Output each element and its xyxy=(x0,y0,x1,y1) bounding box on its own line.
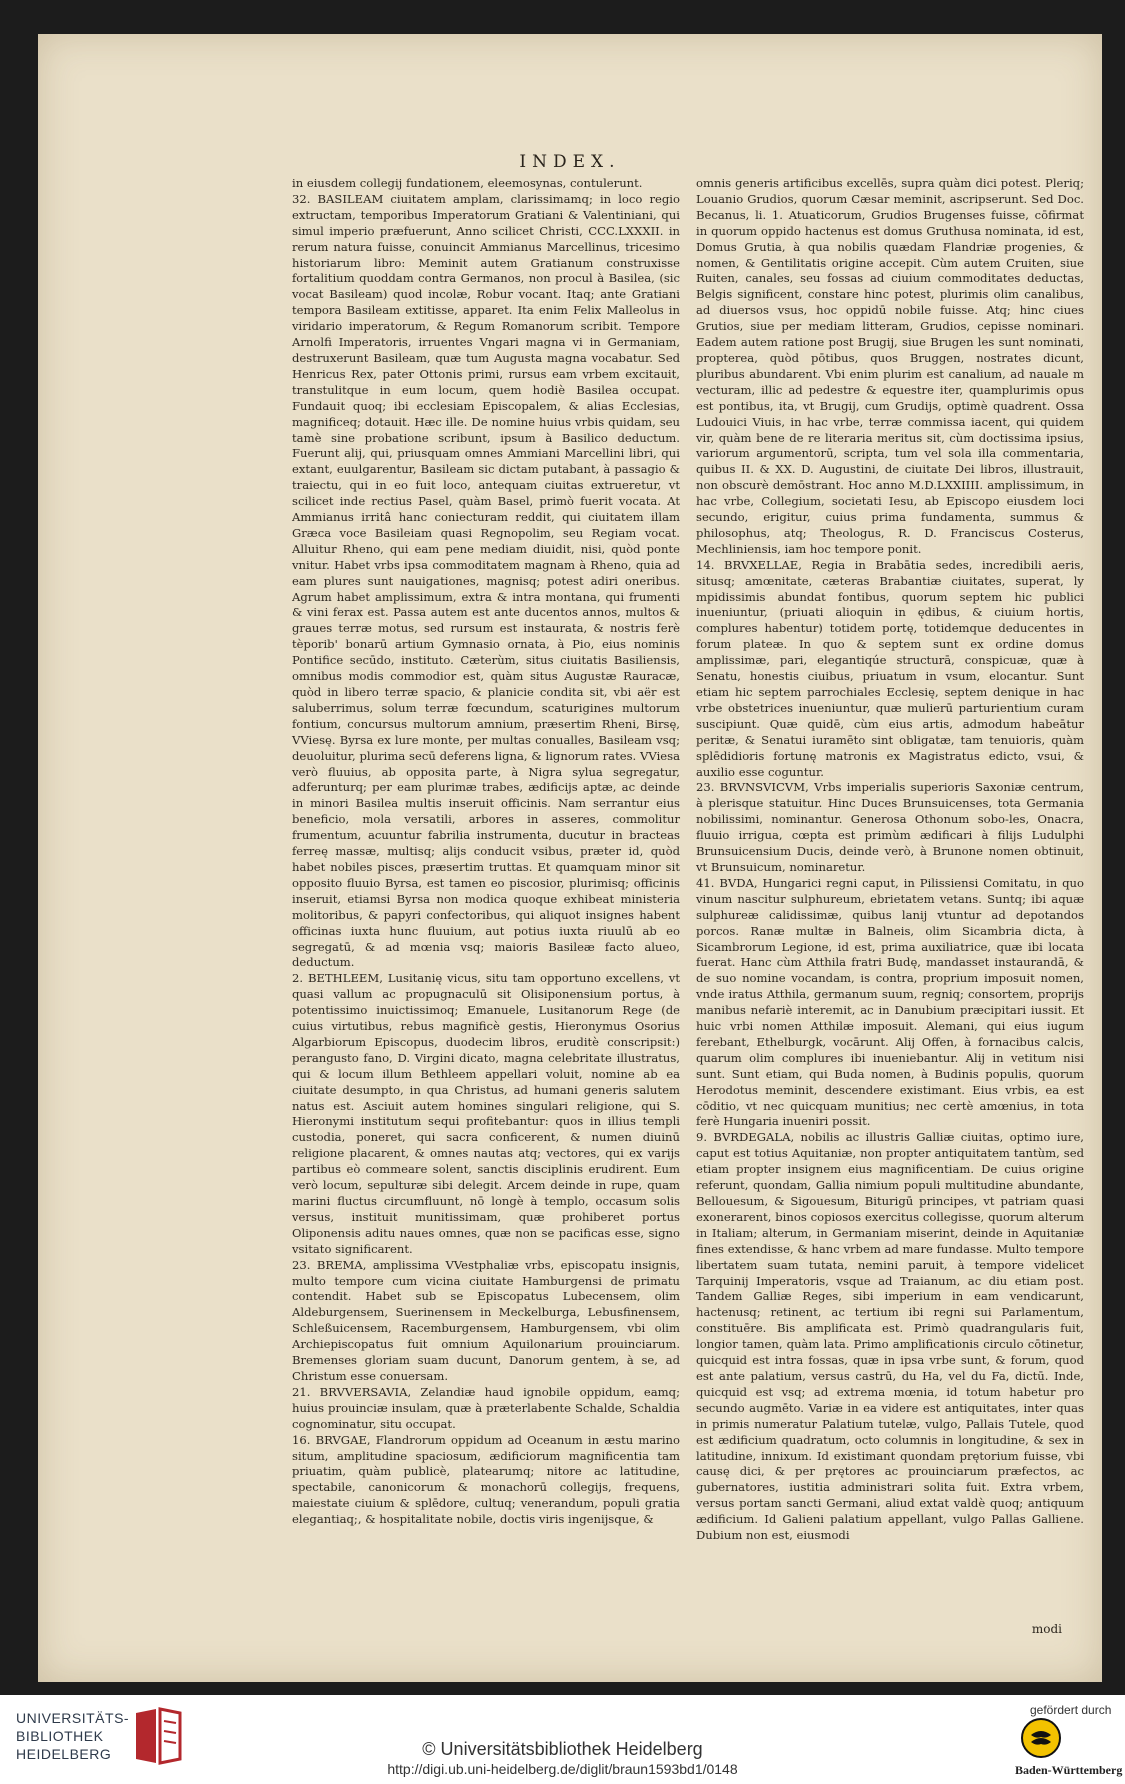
library-name-line: BIBLIOTHEK xyxy=(16,1728,104,1744)
footer xyxy=(0,1695,1125,1784)
left-paragraph: 21. BRVVERSAVIA, Zelandiæ haud ignobile oppidum, eamq; huius prouinciæ insulam, quæ à præterlabente Schalde, Schaldia cognominatur, situ occupat. xyxy=(292,1384,680,1431)
copyright-notice: © Universitätsbibliothek Heidelberg xyxy=(422,1739,703,1759)
library-name-line: UNIVERSITÄTS- xyxy=(16,1710,130,1726)
left-paragraph: 16. BRVGAE, Flandrorum oppidum ad Oceanum in æstu marino situm, amplitudine spaciosum, ædificiorum magnificentia tam priuatim, quàm publicè, platearumq; nitore ac latitudine, spectabile, canonicorum & monachorū collegijs, frequens, maiestate ciuium & splēdore, cultuq; venerandum, populi gratia elegantiaq;, & hospitalitate nobile, doctis viris ingenijsque, & xyxy=(292,1432,680,1527)
funded-by-label: gefördert durch xyxy=(1030,1703,1112,1717)
right-paragraph: 23. BRVNSVICVM, Vrbs imperialis superioris Saxoniæ centrum, à plerisque statuitur. Hinc Duces Brunsuicenses, tota Germania nobilissimi, nominantur. Generosa Othonum sobo-les, Onacra, fluuio irrigua, cœpta est primùm ædificari à filijs Ludulphi Brunsuicensium Ducis, deinde verò, à Brunone nomen obtinuit, vt Brunsuicum, nominaretur. xyxy=(696,780,1084,874)
library-name-line: HEIDELBERG xyxy=(16,1746,112,1762)
state-seal-icon xyxy=(1020,1717,1062,1759)
left-paragraph: 32. BASILEAM ciuitatem amplam, clarissimamq; in loco regio extructam, temporibus Imperatorum Gratiani & Valentiniani, qui simul imperio præfuerunt, Anno scilicet Christi, CCC.LXXXII. in rerum natura fuisse, conuincit Ammianus Marcellinus, tricesimo historiarum libro: Meminit autem Gratianum construxisse fortalitium quoddam contra Germanos, non procul à Basilea, (sic vocat Basileam) quod incolæ, Robur vocant. Itaq; ante Gratiani tempora Basileam extitisse, apparet. Ita enim Felix Malleolus in viridario imperatorum, & Regum Romanorum scribit. Tempore Arnolfi Imperatoris, irruentes Vngari magna vi in Germaniam, destruxerunt Basileam, quæ tum Augusta magna vocabatur. Sed Henricus Rex, pater Ottonis primi, rursus eam vrbem excitauit, transtulitque in eum locum, quem hodiè Basilea occupat. Fundauit quoq; ibi ecclesiam Episcopalem, & alias Ecclesias, magnificeq; dotauit. Hæc ille. De nomine huius vrbis quidam, seu tamè sine probatione scribunt, ipsum à Basilico deductum. Fuerunt alij, qui, priusquam omnes Ammiani Marcellini libri, qui extant, euulgarentur, Basileam sic dictam putabant, à passagio & traiectu, qui in eo fuit loco, antequam ciuitas extrueretur, vt scilicet inde rectius Pasel, quàm Basel, primò fuerit vocata. At Ammianus irritâ hanc coniecturam reddit, qui ciuitatem illam Græca voce Basileiam quasi Regnopolim, seu Regiam vocat. Alluitur Rheno, qui eam pene mediam diuidit, nisi, quòd ponte vnitur. Habet vrbs ipsa commoditatem magnam à Rheno, quia ad eam plures sunt nauigationes, magnisq; potest adiri oneribus. Agrum habet amplissimum, extra & intra montana, qui frumenti & vini ferax est. Passa autem est ante ducentos annos, multos & graues terræ motus, sed rursum est instaurata, & nostris ferè tèporib' bonarū artium Gymnasio ornata, à Pio, eius nominis Pontifice secūdo, instituto. Cæterùm, situs ciuitatis Basiliensis, omnibus modis commodior est, quàm situs Augustæ Rauracæ, quòd in libero terræ spacio, & planicie condita sit, vbi aër est saluberrimus, solum terræ fœcundum, scaturigines multorum fontium, concursus multorum amnium, præsertim Rheni, Birsę, VViesę. Byrsa ex lure monte, per multas conualles, Basileam vsq; deuoluitur, plurima secū deferens ligna, & lignorum rates. VViesa verò fluuius, ab opposita parte, à Nigra sylua segregatur, adferunturq; per eam plurimæ trabes, ædificijs aptæ, ac deinde in minori Basilea multis inseruit officinis. Nam serrantur eius beneficio, mola versatili, arbores in asseres, commolitur frumentum, acuuntur fabrilia instrumenta, ducutur in bracteas ferreę massæ, multisq; alijs conducit vsibus, præter id, quòd habet nobiles pisces, præsertim truttas. Et quamquam minor sit opposito fluuio Byrsa, est tamen eo piscosior, plurimisq; officinis inseruit, etiamsi Byrsa non modica quoque exhibeat ministeria molitoribus, & papyri confectoribus, qui aliquot insignes habent officinas iuxta hunc fluuium, aut potius iuxta riuulū ab eo segregatū, & ad mœnia vsq; maioris Basileæ facto alueo, deductum. xyxy=(292,191,680,970)
book-page xyxy=(38,34,1102,1682)
catchword: modi xyxy=(1031,1622,1062,1636)
left-column xyxy=(292,176,680,1528)
left-paragraph: 23. BREMA, amplissima VVestphaliæ vrbs, episcopatu insignis, multo tempore cum vicina ciuitate Hamburgensi de primatu contendit. Habet sub se Episcopatus Lubecensem, olim Aldeburgensem, Suerinensem in Meckelburga, Lebusfinensem, Schleßuicensem, Racemburgensem, Hamburgensem, vbi olim Archiepiscopatus fuit omnium Aquilonarium prouinciarum. Bremenses gloriam suam ducunt, Danorum gentem, à se, ad Christum esse conuersam. xyxy=(292,1257,680,1383)
right-paragraph: 41. BVDA, Hungarici regni caput, in Pilissiensi Comitatu, in quo vinum nascitur sulphureum, ebrietatem vetans. Suntq; ibi aquæ sulphureæ calidissimæ, quibus lanij vtuntur ad depotandos porcos. Ranæ multæ in Balneis, olim Sicambria dicta, à Sicambrorum Legione, id est, prima auxiliatrice, quæ ibi locata fuerat. Hanc cùm Atthila fratri Budę, mandasset instaurandā, & de suo nomine vocandam, is contra, proprium imposuit nomen, vnde iratus Atthila, germanum suum, regniq; consortem, proprijs manibus nefariè interemit, ac in Danubium præcipitari iussit. Et huic vrbi nomen Atthilæ imposuit. Alemani, qui eius iugum ferebant, Ethelburgk, vocārunt. Alij Offen, à fornacibus calcis, quarum olim complures ibi inueniebantur. Alij in vetitum nisi sunt. Sunt etiam, qui Buda nomen, à Budinis populis, quorum Herodotus meminit, descendere existimant. Eius vrbis, ea est cōditio, vt nec quicquam munitius; nec certè amœnius, in tota ferè Hungaria inueniri possit. xyxy=(696,875,1084,1129)
right-paragraph: omnis generis artificibus excellēs, supra quàm dici potest. Pleriq; Louanio Grudios, quorum Cæsar meminit, ascripserunt. Sed Doc. Becanus, li. 1. Atuaticorum, Grudios Brugenses fuisse, cōfirmat in quorum oppido hactenus est domus Gruthusa nominata, id est, Domus Grutia, à qua nobilis quædam Flandriæ progenies, & nomen, & Gentilitatis origine accepit. Cùm autem Cruiten, siue Ruiten, canales, seu fossas ad ciuium commoditates deductas, Belgis significent, constare hinc potest, plurimis olim canalibus, ad diuersos vsus, hoc oppidū nobile fuisse. Atq; hinc ciues Grutios, siue per mediam litteram, Grudios, cepisse nominari. Eadem autem ratione post Brugij, siue Brugen les sunt nominati, propterea, quòd pōtibus, quos Bruggen, nostrates dicunt, pluribus abundarent. Vbi enim plurim est canalium, ad nauale m vecturam, illic ad pedestre & equestre iter, quamplurimis opus est pontibus, ita, vt Brugij, cum Grudijs, optimè quadrent. Ossa Ludouici Viuis, in hac vrbe, terræ commissa iacent, qui quidem vir, quàm bene de re literaria meritus sit, cùm doctissima ipsius, variorum argumentorū, scripta, tum vel sola illa commentaria, quibus II. & XX. D. Augustini, de ciuitate Dei libros, illustrauit, non obscurè demōstrant. Hoc anno M.D.LXXIIII. amplissimum, in hac vrbe, Collegium, societati Iesu, ab Episcopo eiusdem loci secundo, erigitur, cuius prima fundamenta, summus & philosophus, atq; Theologus, R. D. Franciscus Costerus, Mechliniensis, iam hoc tempore ponit. xyxy=(696,176,1084,556)
right-column xyxy=(696,176,1084,1544)
page-header: INDEX. xyxy=(519,152,621,172)
funder-name: Baden-Württemberg xyxy=(1015,1763,1123,1777)
right-paragraph: 14. BRVXELLAE, Regia in Brabātia sedes, incredibili aeris, situsq; amœnitate, cæteras Brabantiæ ciuitates, superat, ly mpidissimis abundat fontibus, quorum septem hic publici inueniuntur, (priuati alioquin in ędibus, & ciuium hortis, complures habentur) totidem portę, totidemque deducentes in forum plateæ. In quo & septem sunt ex ordine domus amplissimæ, pari, elegantiqúe structurā, conspicuæ, quæ à Senatu, honestis ciuibus, priuatum in vsum, elocantur. Sunt etiam hic septem parrochiales Ecclesię, septem denique in hac vrbe obstetrices inueniuntur, quæ mulierū parturientium curam suscipiunt. Quæ quidē, cùm eius artis, admodum habeātur peritæ, & Senatui iuramēto sint obligatæ, tam tenuioris, quàm splēdidioris fortunę matronis ex Magistratus edicto, vsui, & auxilio esse coguntur. xyxy=(696,557,1084,779)
left-paragraph: in eiusdem collegij fundationem, eleemosynas, contulerunt. xyxy=(292,176,643,190)
permalink[interactable]: http://digi.ub.uni-heidelberg.de/diglit/braun1593bd1/0148 xyxy=(387,1761,738,1777)
right-paragraph: 9. BVRDEGALA, nobilis ac illustris Galliæ ciuitas, optimo iure, caput est totius Aquitaniæ, non propter antiquitatem tantùm, sed etiam propter insignem eius magnificentiam. De cuius origine referunt, quondam, Gallia nimium populi multitudine abundante, Bellouesum, & Sigouesum, Biturigū principes, vt patriam quasi exonerarent, binos copiosos exercitus collegisse, quorum alterum in Italiam; alterum, in Germaniam miserint, deinde in Aquitaniæ fines extendisse, & hanc vrbem ad mare fundasse. Multo tempore libertatem suam tutata, nemini paruit, à tempore videlicet Tarquinij Imperatoris, vsque ad Traianum, ac diu etiam post. Tandem Galliæ Reges, sibi imperium in eam vendicarunt, hactenusq; retinent, ac tertium ibi regni sui Parlamentum, constituēre. Bis amplificata est. Primò quadrangularis fuit, longior tamen, quàm lata. Primo amplificationis circulo cōtinetur, quicquid est intra fossas, quæ in ipsa vrbe sunt, & forum, quod est ante palatium, versus castrū, du Ha, vel du Fa, dictū. Inde, quicquid est vsq; ad extrema mœnia, id totum habetur pro secundo augmēto. Variæ in ea videre est antiquitates, inter quas in primis numeratur Palatium tutelæ, vulgo, Pallais Tutele, quod est ædificium quadratum, octo columnis in longitudine, & sex in latitudine, innixum. Id existimant quondam prętorium fuisse, vbi causę dici, & per prętores ac prouinciarum præfectos, ac gubernatores, iustitia administrari solita fuit. Extra vrbem, versus portam sancti Germani, aliud extat valdè quoq; antiquum ædificium. Id Galieni palatium appellant, vulgo Pallas Galliene. Dubium non est, eiusmodi xyxy=(696,1130,1084,1543)
left-paragraph: 2. BETHLEEM, Lusitanię vicus, situ tam opportuno excellens, vt quasi vallum ac propugnaculū sit Olisiponensium portus, à potentissimo inuictissimoq; Emanuele, Lusitanorum Rege (de cuius virtutibus, rebus magnificè gestis, Hieronymus Osorius Algarbiorum Episcopus, duodecim libros, eruditè conscripsit:) perangusto fano, D. Virgini dicato, magna celebritate illustratus, qui & locum illum Bethleem appellari voluit, nomine ab ea ciuitate desumpto, in qua Christus, ad humani generis salutem natus est. Asciuit autem homines singulari religione, qui S. Hieronymi institutum sequi profitebantur: quos in illius templi custodia, poneret, qui sacra conficerent, & numen diuinū religione placarent, & omnes nautas atq; vectores, qui ex varijs partibus eò commeare solent, sanctis disciplinis erudirent. Eum verò locum, sepulturæ sibi delegit. Arcem deinde in rupe, quam marini fluctus circumfluunt, nō longè à templo, occasum solis versus, instituit munitissimam, quæ prohiberet portus Oliponensis aditu naues omnes, quæ non se pacificas esse, signo vsitato significarent. xyxy=(292,971,680,1256)
